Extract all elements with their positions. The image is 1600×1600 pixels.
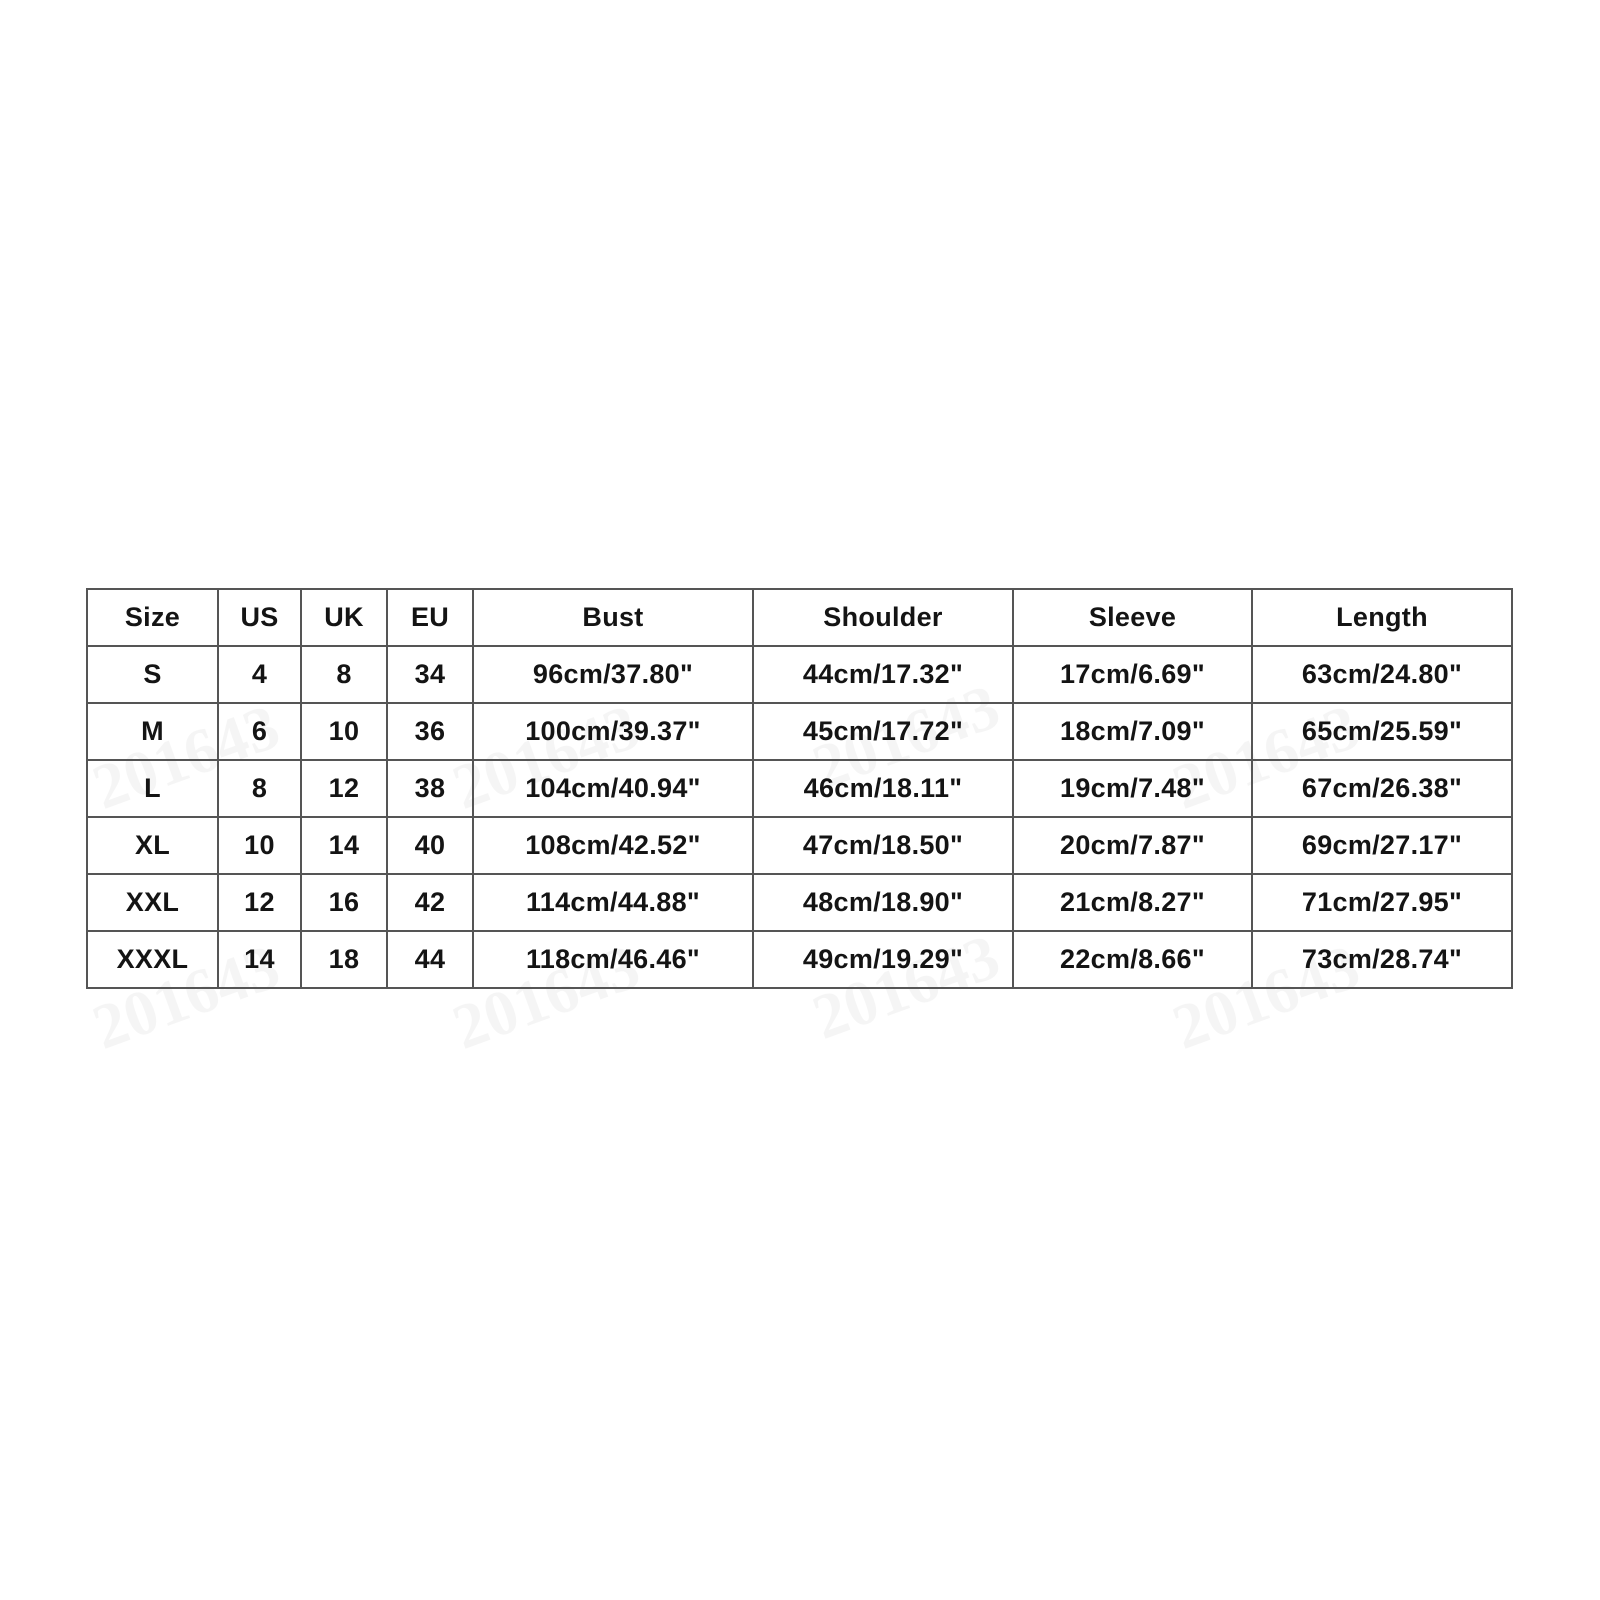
cell-shoulder: 48cm/18.90" [753, 874, 1013, 931]
cell-size: XL [87, 817, 218, 874]
cell-bust: 96cm/37.80" [473, 646, 753, 703]
table-row [87, 874, 1512, 931]
cell-us: 4 [218, 646, 301, 703]
cell-sleeve: 20cm/7.87" [1013, 817, 1252, 874]
header-eu: EU [387, 589, 473, 646]
cell-bust: 114cm/44.88" [473, 874, 753, 931]
cell-us: 10 [218, 817, 301, 874]
header-row [87, 589, 1512, 646]
table-row [87, 646, 1512, 703]
header-shoulder: Shoulder [753, 589, 1013, 646]
cell-size: L [87, 760, 218, 817]
cell-sleeve: 21cm/8.27" [1013, 874, 1252, 931]
cell-length: 67cm/26.38" [1252, 760, 1512, 817]
cell-uk: 16 [301, 874, 387, 931]
cell-bust: 118cm/46.46" [473, 931, 753, 988]
cell-length: 73cm/28.74" [1252, 931, 1512, 988]
cell-bust: 104cm/40.94" [473, 760, 753, 817]
cell-length: 65cm/25.59" [1252, 703, 1512, 760]
cell-sleeve: 18cm/7.09" [1013, 703, 1252, 760]
cell-uk: 12 [301, 760, 387, 817]
cell-us: 6 [218, 703, 301, 760]
cell-length: 71cm/27.95" [1252, 874, 1512, 931]
cell-shoulder: 49cm/19.29" [753, 931, 1013, 988]
cell-sleeve: 17cm/6.69" [1013, 646, 1252, 703]
cell-eu: 40 [387, 817, 473, 874]
cell-us: 12 [218, 874, 301, 931]
cell-sleeve: 19cm/7.48" [1013, 760, 1252, 817]
cell-us: 14 [218, 931, 301, 988]
header-us: US [218, 589, 301, 646]
cell-size: M [87, 703, 218, 760]
cell-shoulder: 44cm/17.32" [753, 646, 1013, 703]
cell-us: 8 [218, 760, 301, 817]
cell-shoulder: 47cm/18.50" [753, 817, 1013, 874]
cell-eu: 42 [387, 874, 473, 931]
cell-shoulder: 46cm/18.11" [753, 760, 1013, 817]
cell-bust: 108cm/42.52" [473, 817, 753, 874]
header-bust: Bust [473, 589, 753, 646]
cell-size: XXL [87, 874, 218, 931]
table-row [87, 760, 1512, 817]
header-size: Size [87, 589, 218, 646]
cell-size: XXXL [87, 931, 218, 988]
cell-length: 63cm/24.80" [1252, 646, 1512, 703]
cell-eu: 38 [387, 760, 473, 817]
header-sleeve: Sleeve [1013, 589, 1252, 646]
cell-uk: 14 [301, 817, 387, 874]
cell-eu: 44 [387, 931, 473, 988]
cell-size: S [87, 646, 218, 703]
size-chart-table [86, 588, 1513, 989]
table-row [87, 703, 1512, 760]
table-row [87, 931, 1512, 988]
cell-bust: 100cm/39.37" [473, 703, 753, 760]
cell-uk: 10 [301, 703, 387, 760]
cell-sleeve: 22cm/8.66" [1013, 931, 1252, 988]
table-row [87, 817, 1512, 874]
header-uk: UK [301, 589, 387, 646]
cell-length: 69cm/27.17" [1252, 817, 1512, 874]
cell-eu: 34 [387, 646, 473, 703]
header-length: Length [1252, 589, 1512, 646]
cell-shoulder: 45cm/17.72" [753, 703, 1013, 760]
cell-uk: 18 [301, 931, 387, 988]
cell-eu: 36 [387, 703, 473, 760]
cell-uk: 8 [301, 646, 387, 703]
